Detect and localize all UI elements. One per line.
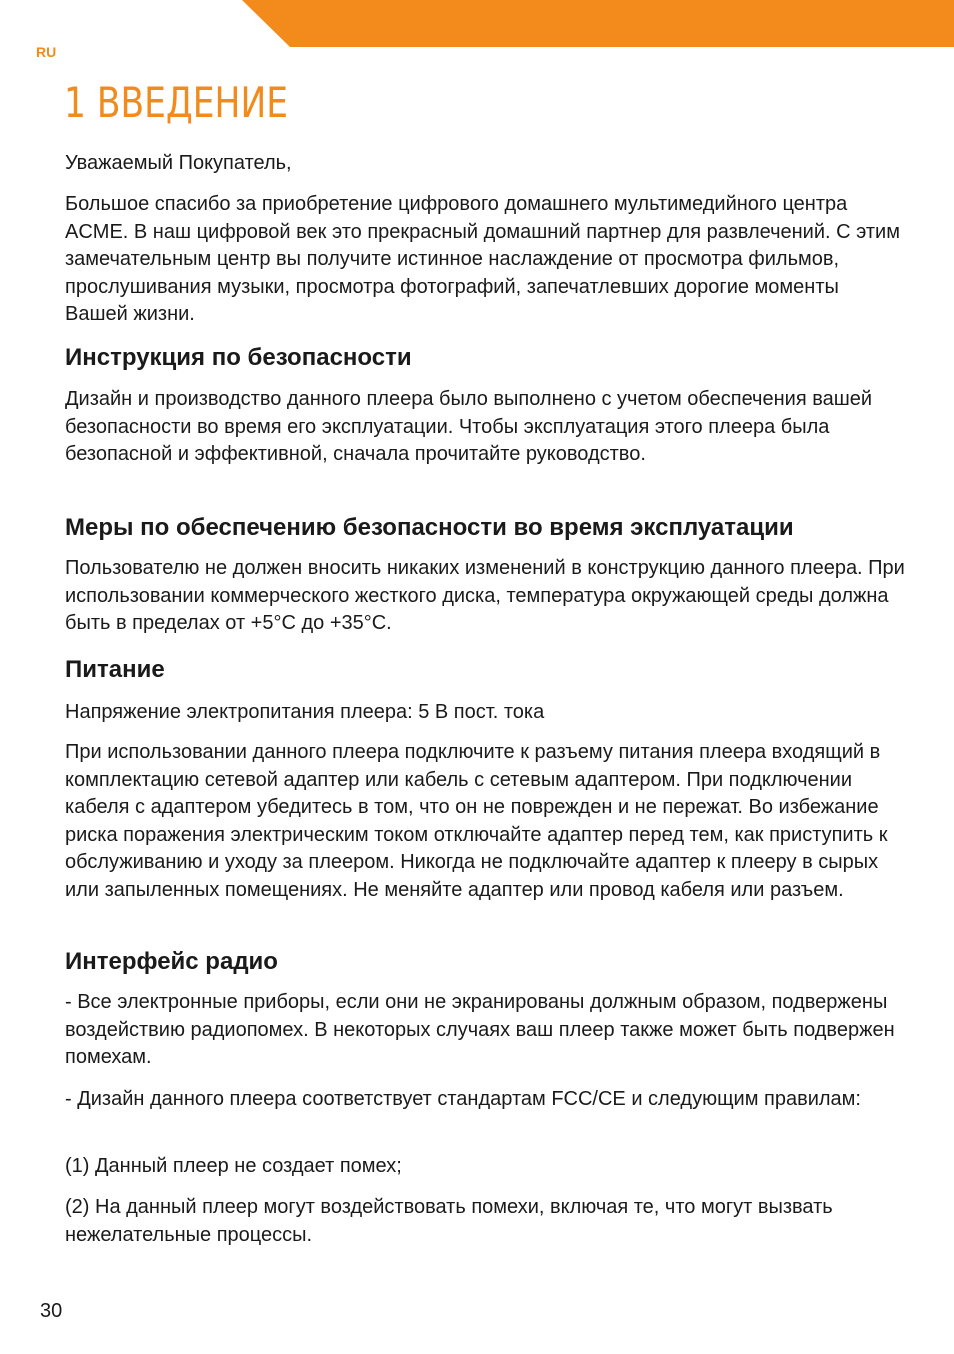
power-heading: Питание <box>65 656 165 683</box>
header-accent-band <box>0 0 954 50</box>
operation-heading: Меры по обеспечению безопасности во время эксплуатации <box>65 514 794 541</box>
radio-para-1: - Все электронные приборы, если они не экранированы должным образом, подвержены воздействию радиопомех. В некоторых случаях ваш плеер также может быть подвержен помехам. <box>65 991 895 1068</box>
radio-rule-2: (2) На данный плеер могут воздействовать помехи, включая те, что могут вызвать нежелательные процессы. <box>65 1196 833 1246</box>
intro-body: Большое спасибо за приобретение цифрового домашнего мультимедийного центра ACME. В наш цифровой век это прекрасный домашний партнер для развлечений. С этим замечательным центр вы получите истинное наслаждение от просмотра фильмов, прослушивания музыки, просмотра фотографий, запечатлевших дорогие моменты Вашей жизни. <box>65 193 900 325</box>
radio-para-2: - Дизайн данного плеера соответствует стандартам FCC/CE и следующим правилам: <box>65 1088 861 1110</box>
language-label: RU <box>36 44 57 60</box>
power-voltage: Напряжение электропитания плеера: 5 В пост. тока <box>65 701 545 723</box>
safety-body: Дизайн и производство данного плеера было выполнено с учетом обеспечения вашей безопасности во время его эксплуатации. Чтобы эксплуатация этого плеера была безопасной и эффективной, сначала прочитайте руководство. <box>65 388 873 465</box>
power-body: При использовании данного плеера подключите к разъему питания плеера входящий в комплектацию сетевой адаптер или кабель с сетевым адаптером. При подключении кабеля с адаптером убедитесь в том, что он не поврежден и не пережат. Во избежание риска поражения электрическим током отключайте адаптер перед тем, как приступить к обслуживанию и уходу за плеером. Никогда не подключайте адаптер к плееру в сырых или запыленных помещениях. Не меняйте адаптер или провод кабеля или разъем. <box>65 741 888 901</box>
intro-greeting: Уважаемый Покупатель, <box>65 152 292 174</box>
page-title: 1 ВВЕДЕНИЕ <box>64 78 288 127</box>
radio-heading: Интерфейс радио <box>65 948 278 975</box>
page-number: 30 <box>40 1300 63 1322</box>
radio-rule-1: (1) Данный плеер не создает помех; <box>65 1155 402 1177</box>
safety-heading: Инструкция по безопасности <box>65 344 412 371</box>
operation-body: Пользователю не должен вносить никаких изменений в конструкцию данного плеера. При использовании коммерческого жесткого диска, температура окружающей среды должна быть в пределах от +5°C до +35°C. <box>65 557 905 634</box>
